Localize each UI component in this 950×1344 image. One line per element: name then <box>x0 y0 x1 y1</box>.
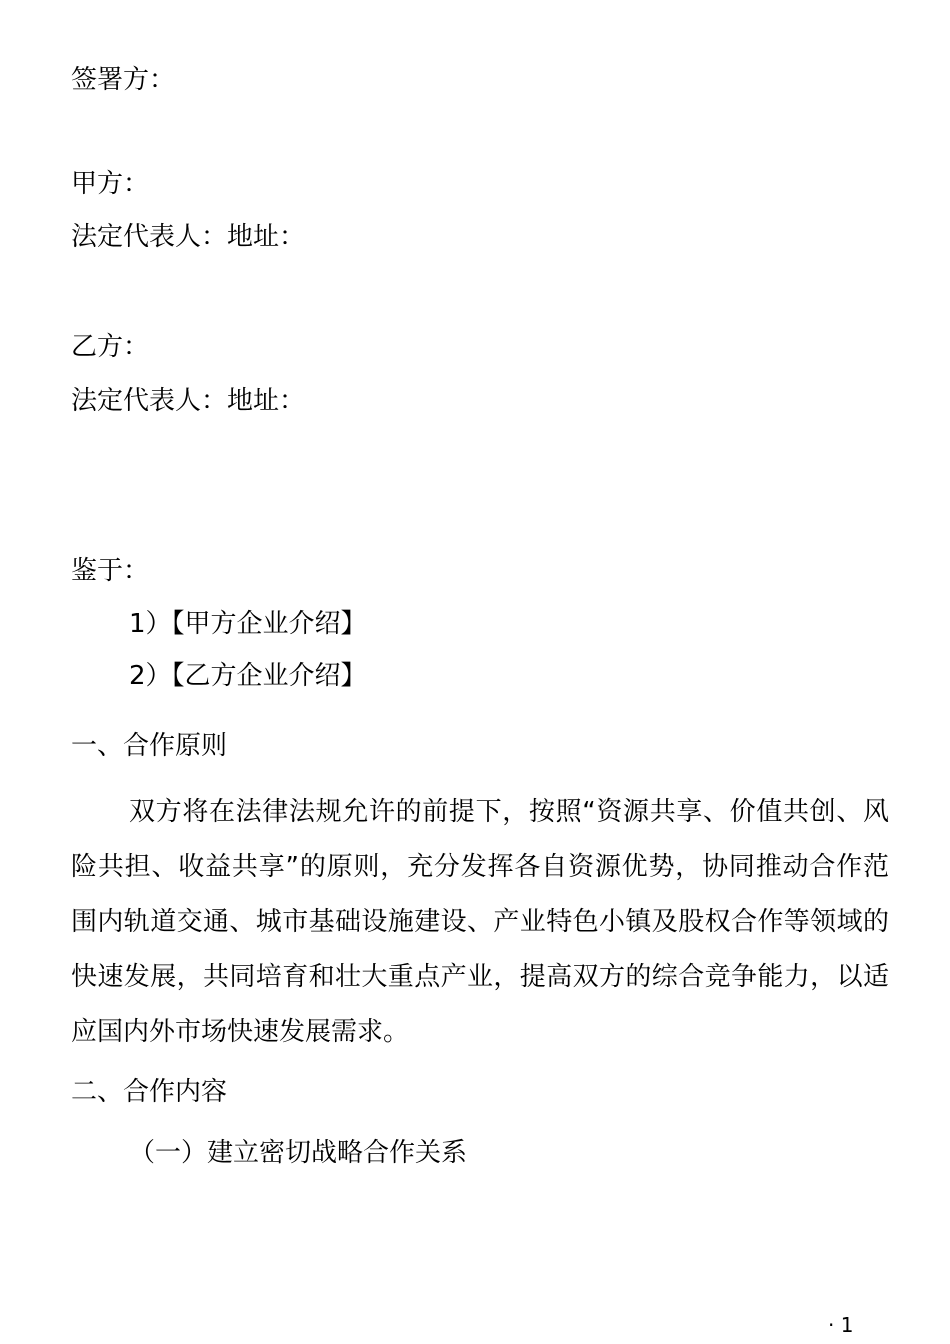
party-a-label: 甲方： <box>71 169 150 199</box>
page-number: · 1 <box>828 1313 854 1337</box>
section-1-heading: 一、合作原则 <box>71 731 228 761</box>
party-a-rep-address: 法定代表人：地址： <box>71 222 306 252</box>
signing-parties-label: 签署方： <box>71 65 176 95</box>
section-2-heading: 二、合作内容 <box>71 1077 228 1107</box>
party-b-rep-address: 法定代表人：地址： <box>71 386 306 416</box>
section-2-subheading-1: （一）建立密切战略合作关系 <box>129 1138 468 1168</box>
whereas-label: 鉴于： <box>71 556 150 586</box>
section-1-body: 双方将在法律法规允许的前提下，按照“资源共享、价值共创、风险共担、收益共享”的原则，充分发挥各自资源优势，协同推动合作范围内轨道交通、城市基础设施建设、产业特色小镇及股权合作等领域的快速发展，共同培育和壮大重点产业，提高双方的综合竞争能力，以适应国内外市场快速发展需求。 <box>71 797 889 1047</box>
party-b-label: 乙方： <box>71 332 150 362</box>
whereas-item-1: 1）【甲方企业介绍】 <box>129 609 367 639</box>
whereas-item-2: 2）【乙方企业介绍】 <box>129 661 367 691</box>
